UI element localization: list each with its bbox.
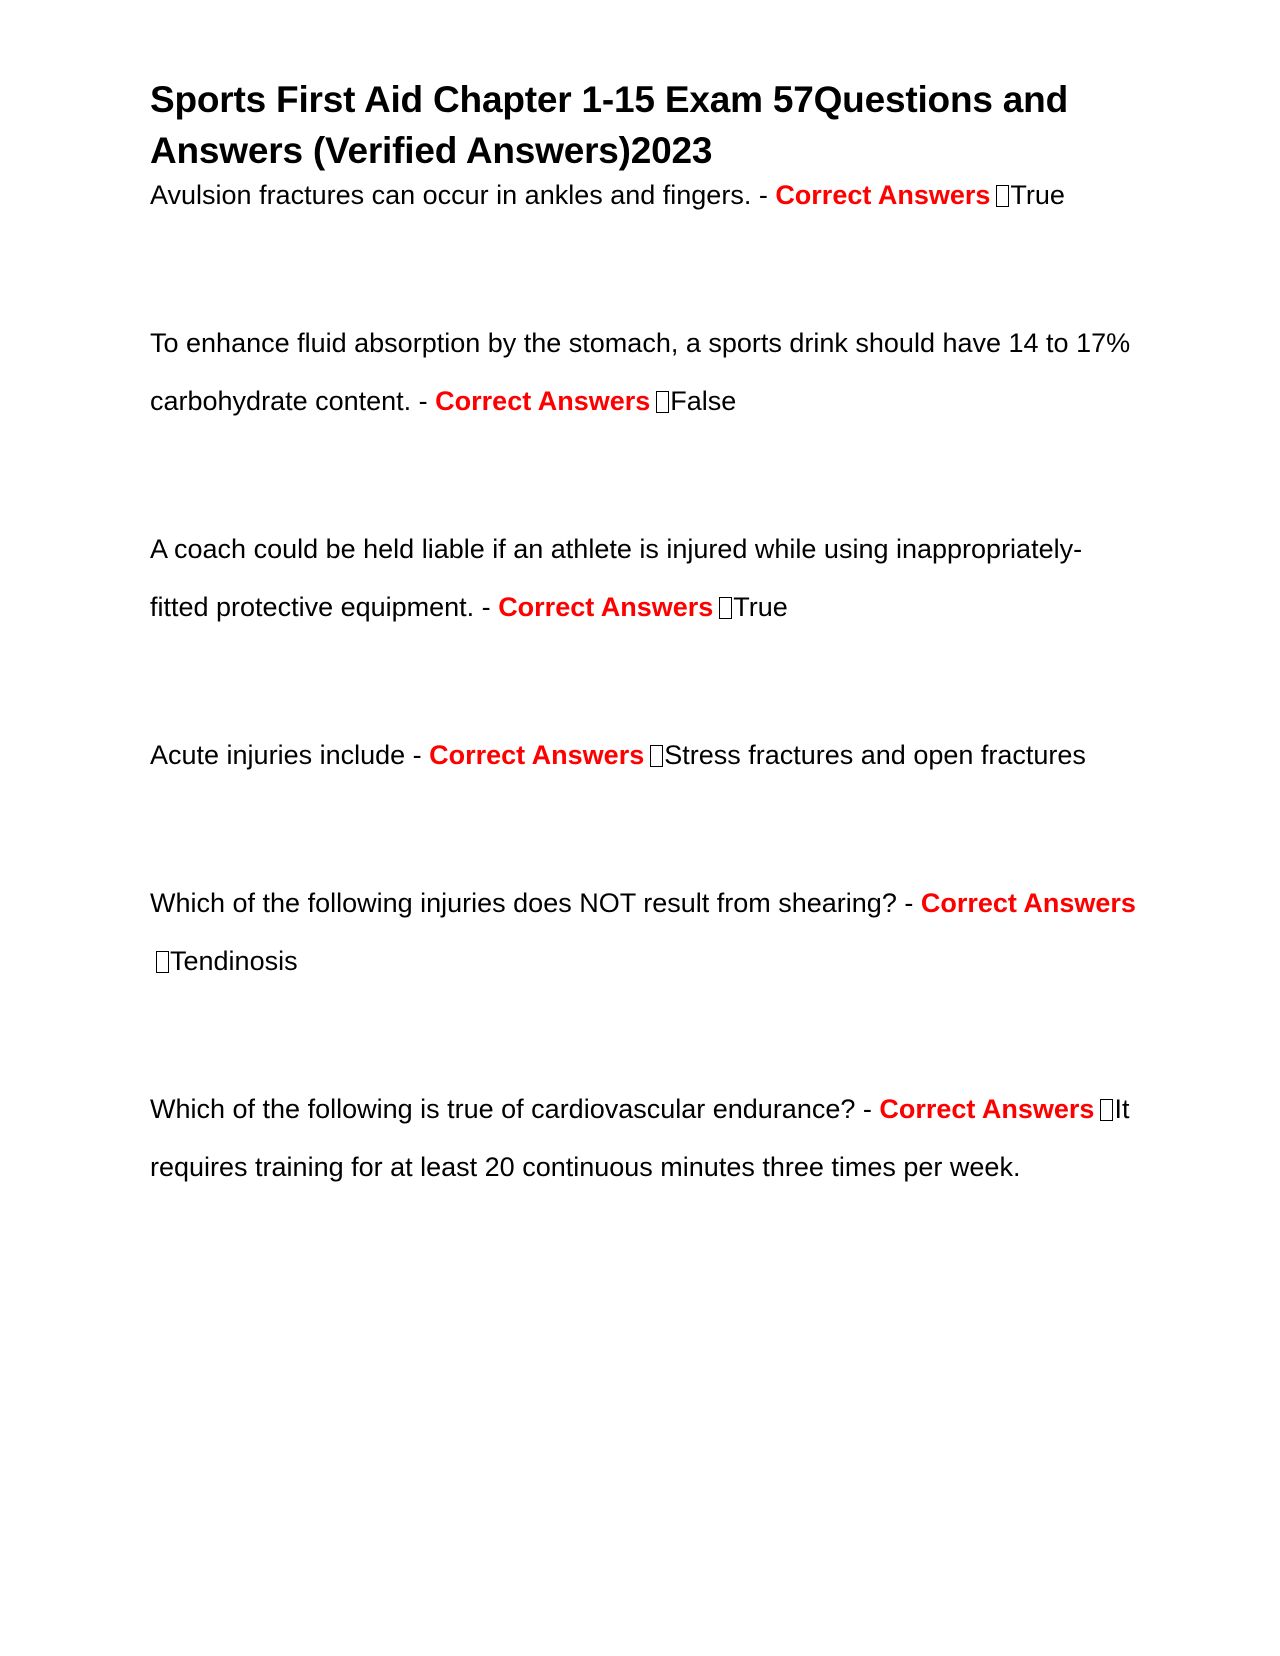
question-text: Which of the following injuries does NOT result from shearing? - (150, 888, 921, 918)
missing-glyph-box-icon (996, 185, 1009, 207)
answer-text: Stress fractures and open fractures (664, 740, 1086, 770)
missing-glyph-box-icon (1100, 1099, 1113, 1121)
qa-item (150, 520, 1140, 636)
qa-item (150, 726, 1140, 784)
qa-item (150, 874, 1140, 990)
correct-answers-label: Correct Answers (498, 592, 714, 622)
qa-item (150, 314, 1140, 430)
qa-item (150, 1080, 1140, 1196)
answer-text: It requires training for at least 20 continuous minutes three times per week. (150, 1094, 1130, 1182)
missing-glyph-box-icon (156, 951, 169, 973)
answer-text: Tendinosis (170, 946, 298, 976)
document-page (150, 74, 1140, 1196)
correct-answers-label: Correct Answers (429, 740, 645, 770)
question-text: Which of the following is true of cardiovascular endurance? - (150, 1094, 880, 1124)
question-text: A coach could be held liable if an athlete is injured while using inappropriately-fitted protective equipment. - (150, 534, 1083, 622)
missing-glyph-box-icon (650, 745, 663, 767)
correct-answers-label: Correct Answers (879, 1094, 1095, 1124)
question-text: Avulsion fractures can occur in ankles and fingers. - (150, 180, 776, 210)
answer-text: True (733, 592, 788, 622)
correct-answers-label: Correct Answers (920, 888, 1136, 918)
answer-text: True (1010, 180, 1065, 210)
correct-answers-label: Correct Answers (775, 180, 991, 210)
question-text: To enhance fluid absorption by the stomach, a sports drink should have 14 to 17% carbohydrate content. - (150, 328, 1131, 416)
correct-answers-label: Correct Answers (435, 386, 651, 416)
missing-glyph-box-icon (719, 597, 732, 619)
document-title: Sports First Aid Chapter 1-15 Exam 57Questions and Answers (Verified Answers)2023 (150, 79, 1068, 171)
qa-item (150, 166, 1140, 224)
missing-glyph-box-icon (656, 391, 669, 413)
question-text: Acute injuries include - (150, 740, 430, 770)
answer-text: False (670, 386, 737, 416)
